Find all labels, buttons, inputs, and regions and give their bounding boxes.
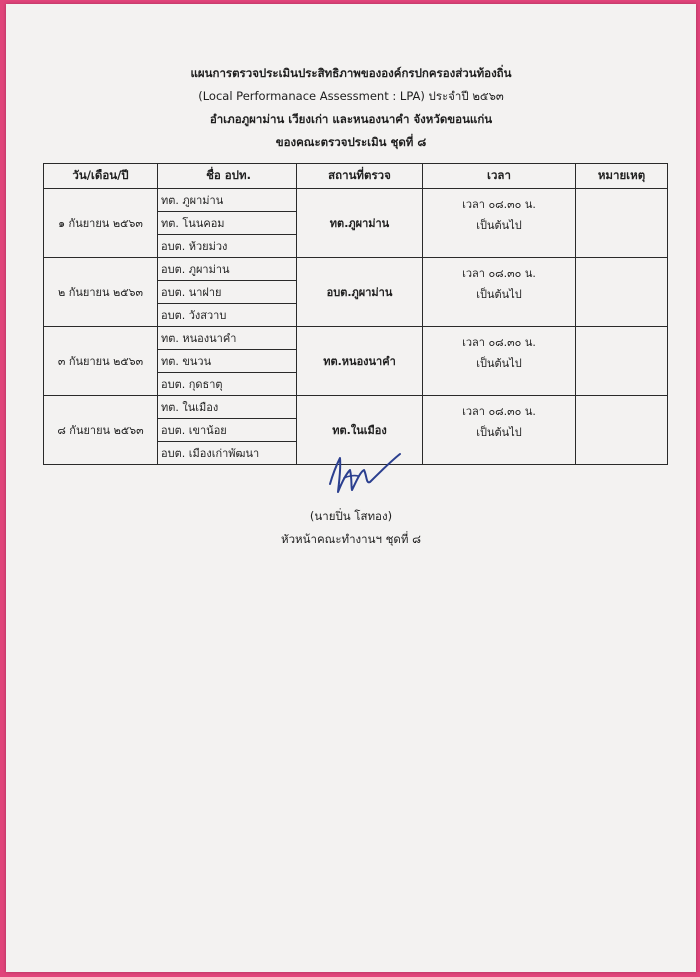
time-text: เวลา ๐๘.๓๐ น. <box>462 267 536 280</box>
org-cell: อบต. เมืองเก่าพัฒนา <box>158 442 297 465</box>
org-cell: ทต. ขนวน <box>158 350 297 373</box>
time-note: เป็นต้นไป <box>476 288 522 301</box>
date-cell: ๓ กันยายน ๒๕๖๓ <box>44 327 158 396</box>
time-cell <box>423 189 576 258</box>
time-note: เป็นต้นไป <box>476 357 522 370</box>
place-cell: อบต.ภูผาม่าน <box>297 258 423 327</box>
time-note: เป็นต้นไป <box>476 219 522 232</box>
column-header-org: ชื่อ อปท. <box>158 164 297 189</box>
place-cell: ทต.หนองนาคำ <box>297 327 423 396</box>
org-cell: ทต. โนนคอม <box>158 212 297 235</box>
place-cell: ทต.ภูผาม่าน <box>297 189 423 258</box>
header-line-3: อำเภอภูผาม่าน เวียงเก่า และหนองนาคำ จังหวัดขอนแก่น <box>209 112 493 126</box>
column-header-remark: หมายเหตุ <box>576 164 668 189</box>
date-cell: ๑ กันยายน ๒๕๖๓ <box>44 189 158 258</box>
signer-role: หัวหน้าคณะทำงานฯ ชุดที่ ๘ <box>281 532 421 546</box>
date-cell: ๘ กันยายน ๒๕๖๓ <box>44 396 158 465</box>
table-header-row <box>44 164 668 189</box>
org-cell: อบต. นาฝาย <box>158 281 297 304</box>
place-cell: ทต.ในเมือง <box>297 396 423 465</box>
date-cell: ๒ กันยายน ๒๕๖๓ <box>44 258 158 327</box>
org-cell: ทต. หนองนาคำ <box>158 327 297 350</box>
org-cell: อบต. เขาน้อย <box>158 419 297 442</box>
column-header-place: สถานที่ตรวจ <box>297 164 423 189</box>
column-header-date: วัน/เดือน/ปี <box>44 164 158 189</box>
org-cell: ทต. ภูผาม่าน <box>158 189 297 212</box>
time-note: เป็นต้นไป <box>476 426 522 439</box>
time-cell <box>423 327 576 396</box>
remark-cell <box>576 189 668 258</box>
time-text: เวลา ๐๘.๓๐ น. <box>462 198 536 211</box>
document-page <box>6 4 696 972</box>
table-row <box>44 327 668 350</box>
time-cell <box>423 258 576 327</box>
signer-name: (นายปิ่น โสทอง) <box>309 509 393 523</box>
column-header-time: เวลา <box>423 164 576 189</box>
table-row <box>44 396 668 419</box>
handwritten-signature <box>324 448 404 500</box>
org-cell: อบต. ภูผาม่าน <box>158 258 297 281</box>
time-text: เวลา ๐๘.๓๐ น. <box>462 405 536 418</box>
org-cell: อบต. ห้วยม่วง <box>158 235 297 258</box>
header-line-4: ของคณะตรวจประเมิน ชุดที่ ๘ <box>275 135 427 149</box>
time-text: เวลา ๐๘.๓๐ น. <box>462 336 536 349</box>
header-line-2: (Local Performanace Assessment : LPA) ประจำปี ๒๕๖๓ <box>198 89 504 103</box>
header-line-1: แผนการตรวจประเมินประสิทธิภาพขององค์กรปกครองส่วนท้องถิ่น <box>190 66 512 80</box>
org-cell: อบต. กุดธาตุ <box>158 373 297 396</box>
schedule-table <box>43 163 668 465</box>
document-header <box>6 62 696 154</box>
table-row <box>44 258 668 281</box>
org-cell: ทต. ในเมือง <box>158 396 297 419</box>
remark-cell <box>576 327 668 396</box>
remark-cell <box>576 396 668 465</box>
remark-cell <box>576 258 668 327</box>
org-cell: อบต. วังสวาบ <box>158 304 297 327</box>
time-cell <box>423 396 576 465</box>
table-row <box>44 189 668 212</box>
